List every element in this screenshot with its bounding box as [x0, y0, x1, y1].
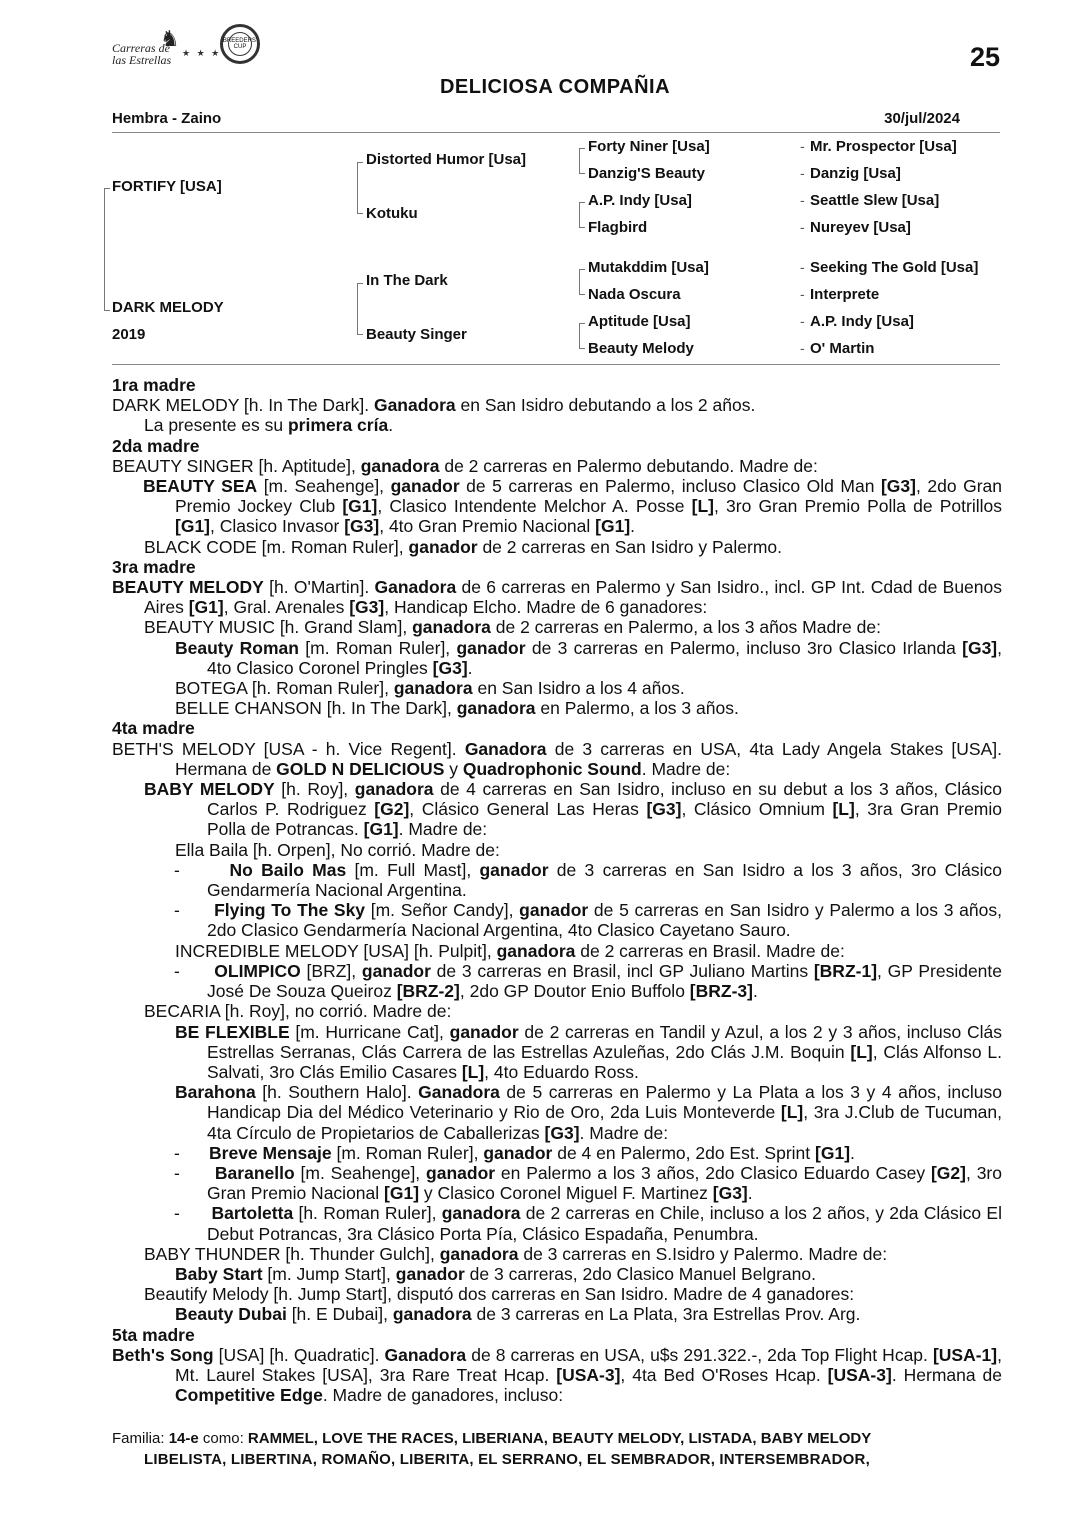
paragraph: BE FLEXIBLE [m. Hurricane Cat], ganador de 2 carreras en Tandil y Azul, a los 2 y 3 años, incluso Clás Estrellas Serranas, Clás Carrera de las Estrellas Azuleñas, 2do Clás J.M. Boquin [L], Clás Alfonso L. Salvati, 3ro Clás Emilio Casares [L], 4to Eduardo Ross.	[175, 1021, 1002, 1082]
paragraph: BELLE CHANSON [h. In The Dark], ganadora en Palermo, a los 3 años.	[175, 698, 739, 719]
familia-line-2: LIBELISTA, LIBERTINA, ROMAÑO, LIBERITA, EL SERRANO, EL SEMBRADOR, INTERSEMBRADOR,	[144, 1451, 870, 1468]
paragraph: BEAUTY SEA [m. Seahenge], ganador de 5 carreras en Palermo, incluso Clasico Old Man [G3], 2do Gran Premio Jockey Club [G1], Clasico Intendente Melchor A. Posse [L], 3ro Gran Premio Polla de Potrillos [G1], Clasico Invasor [G3], 4to Gran Premio Nacional [G1].	[143, 476, 1002, 537]
paragraph: La presente es su primera cría.	[144, 415, 394, 436]
logo-text: Carreras de las Estrellas	[112, 41, 172, 67]
paragraph: - OLIMPICO [BRZ], ganador de 3 carreras en Brasil, incl GP Juliano Martins [BRZ-1], GP Presidente José De Souza Queiroz [BRZ-2], 2do GP Doutor Enio Buffolo [BRZ-3].	[174, 960, 1003, 1002]
breeders-cup-seal-icon: BREEDERS' CUP	[220, 24, 260, 64]
page-title: DELICIOSA COMPAÑIA	[439, 76, 671, 98]
paragraph: BEAUTY MELODY [h. O'Martin]. Ganadora de 6 carreras en Palermo y San Isidro., incl. GP Int. Cdad de Buenos Aires [G1], Gral. Arenales [G3], Handicap Elcho. Madre de 6 ganadores:	[112, 577, 1003, 618]
paragraph: - Breve Mensaje [m. Roman Ruler], ganador de 4 en Palermo, 2do Est. Sprint [G1].	[174, 1142, 855, 1163]
paragraph: Beauty Roman [m. Roman Ruler], ganador de 3 carreras en Palermo, incluso 3ro Clasico Irlanda [G3], 4to Clasico Coronel Pringles [G3].	[175, 637, 1002, 678]
horse-logo-icon: ♞	[160, 26, 180, 51]
pedigree-bracket-dam	[357, 283, 363, 335]
pedigree-divider	[112, 364, 1000, 365]
pedigree-gen4-3: Seattle Slew [Usa]	[810, 192, 940, 209]
pedigree-gen3-6: Nada Oscura	[588, 286, 681, 303]
section-4ta-madre: 4ta madre	[112, 718, 195, 739]
pedigree-gen3-3: A.P. Indy [Usa]	[588, 192, 692, 209]
paragraph: Beauty Dubai [h. E Dubai], ganadora de 3 carreras en La Plata, 3ra Estrellas Prov. Arg.	[175, 1304, 861, 1325]
pedigree-dam-dam: Beauty Singer	[366, 326, 467, 343]
paragraph: - Baranello [m. Seahenge], ganador en Palermo a los 3 años, 2do Clasico Eduardo Casey [G2], 3ro Gran Premio Nacional [G1] y Clasico Coronel Miguel F. Martinez [G3].	[174, 1162, 1002, 1204]
pedigree-dash-7: -	[800, 313, 805, 329]
pedigree-gen3-7: Aptitude [Usa]	[588, 313, 691, 330]
pedigree-dash-5: -	[800, 259, 805, 275]
pedigree-gen3-2: Danzig'S Beauty	[588, 165, 705, 182]
pedigree-dash-8: -	[800, 340, 805, 356]
paragraph: Baby Start [m. Jump Start], ganador de 3 carreras, 2do Clasico Manuel Belgrano.	[175, 1263, 816, 1284]
pedigree-gen4-2: Danzig [Usa]	[810, 165, 901, 182]
pedigree-gen4-6: Interprete	[810, 286, 880, 303]
logo	[112, 24, 258, 76]
pedigree-bracket-g3c	[579, 269, 585, 295]
paragraph: BABY THUNDER [h. Thunder Gulch], ganadora de 3 carreras en S.Isidro y Palermo. Madre de:	[144, 1243, 888, 1264]
paragraph: DARK MELODY [h. In The Dark]. Ganadora en San Isidro debutando a los 2 años.	[112, 395, 756, 416]
pedigree-gen4-4: Nureyev [Usa]	[810, 219, 911, 236]
produce-record	[112, 375, 1002, 1405]
page-number: 25	[969, 42, 1000, 72]
pedigree-dam-year: 2019	[112, 326, 146, 343]
paragraph: BECARIA [h. Roy], no corrió. Madre de:	[144, 1001, 452, 1022]
paragraph: Beautify Melody [h. Jump Start], disputó dos carreras en San Isidro. Madre de 4 ganadores:	[144, 1284, 855, 1305]
pedigree-gen4-1: Mr. Prospector [Usa]	[810, 138, 957, 155]
paragraph: - Bartoletta [h. Roman Ruler], ganadora de 2 carreras en Chile, incluso a los 2 años, y 2da Clásico El Debut Potrancas, 3ra Clásico Porta Pía, Clásico Espadaña, Penumbra.	[174, 1203, 1002, 1244]
paragraph: BABY MELODY [h. Roy], ganadora de 4 carreras en San Isidro, incluso en su debut a los 3 años, Clásico Carlos P. Rodriguez [G2], Clásico General Las Heras [G3], Clásico Omnium [L], 3ra Gran Premio Polla de Potrancas. [G1]. Madre de:	[144, 779, 1003, 840]
pedigree-sire-dam: Kotuku	[366, 205, 418, 222]
paragraph: BLACK CODE [m. Roman Ruler], ganador de 2 carreras en San Isidro y Palermo.	[144, 536, 783, 557]
familia-line-1: Familia: 14-e como: RAMMEL, LOVE THE RACES, LIBERIANA, BEAUTY MELODY, LISTADA, BABY MELODY	[112, 1430, 872, 1447]
paragraph: BEAUTY SINGER [h. Aptitude], ganadora de 2 carreras en Palermo debutando. Madre de:	[112, 455, 818, 476]
paragraph: Ella Baila [h. Orpen], No corrió. Madre de:	[175, 839, 500, 860]
section-3ra-madre: 3ra madre	[112, 556, 196, 577]
paragraph: Beth's Song [USA] [h. Quadratic]. Ganadora de 8 carreras en USA, u$s 291.322.-, 2da Top Flight Hcap. [USA-1], Mt. Laurel Stakes [USA], 3ra Rare Treat Hcap. [USA-3], 4ta Bed O'Roses Hcap. [USA-3]. Hermana de Competitive Edge. Madre de ganadores, incluso:	[112, 1344, 1002, 1406]
pedigree-gen4-7: A.P. Indy [Usa]	[810, 313, 914, 330]
paragraph: BOTEGA [h. Roman Ruler], ganadora en San Isidro a los 4 años.	[175, 678, 685, 699]
section-1ra-madre: 1ra madre	[112, 375, 196, 395]
pedigree-dash-4: -	[800, 219, 805, 235]
section-5ta-madre: 5ta madre	[112, 1324, 195, 1345]
paragraph: - Flying To The Sky [m. Señor Candy], ganador de 5 carreras en San Isidro y Palermo a los 3 años, 2do Clasico Gendarmería Nacional Argentina, 4to Clasico Cayetano Sauro.	[174, 900, 1002, 941]
pedigree-bracket-sire	[357, 162, 363, 214]
pedigree-dam: DARK MELODY	[112, 299, 224, 316]
paragraph: BEAUTY MUSIC [h. Grand Slam], ganadora de 2 carreras en Palermo, a los 3 años Madre de:	[144, 617, 881, 638]
pedigree-dash-3: -	[800, 192, 805, 208]
pedigree-gen4-5: Seeking The Gold [Usa]	[810, 259, 979, 276]
paragraph: Barahona [h. Southern Halo]. Ganadora de 5 carreras en Palermo y La Plata a los 3 y 4 años, incluso Handicap Dia del Médico Veterinario y Rio de Oro, 2da Luis Monteverde [L], 3ra J.Club de Tucuman, 4ta Círculo de Propietarios de Caballerizas [G3]. Madre de:	[175, 1082, 1002, 1143]
paragraph: INCREDIBLE MELODY [USA] [h. Pulpit], ganadora de 2 carreras en Brasil. Madre de:	[175, 940, 845, 961]
pedigree-bracket-g3a	[579, 148, 585, 174]
paragraph: - No Bailo Mas [m. Full Mast], ganador de 3 carreras en San Isidro a los 3 años, 3ro Clásico Gendarmería Nacional Argentina.	[174, 859, 1002, 901]
sex-color: Hembra - Zaino	[112, 110, 222, 127]
meta-row	[112, 110, 1000, 133]
pedigree-dash-6: -	[800, 286, 805, 302]
pedigree-gen3-4: Flagbird	[588, 219, 648, 236]
pedigree-dam-sire: In The Dark	[366, 272, 448, 289]
pedigree-dash-2: -	[800, 165, 805, 181]
pedigree-gen3-5: Mutakddim [Usa]	[588, 259, 709, 276]
section-2da-madre: 2da madre	[112, 435, 200, 456]
report-date: 30/jul/2024	[884, 110, 960, 127]
pedigree-gen4-8: O' Martin	[810, 340, 875, 357]
pedigree-gen3-1: Forty Niner [Usa]	[588, 138, 710, 155]
stars-icon: ★ ★ ★	[182, 48, 222, 58]
pedigree-bracket-g3d	[579, 323, 585, 349]
pedigree-bracket-gen1	[104, 188, 110, 311]
pedigree-bracket-g3b	[579, 202, 585, 228]
pedigree-sire-sire: Distorted Humor [Usa]	[366, 151, 527, 168]
paragraph: BETH'S MELODY [USA - h. Vice Regent]. Ganadora de 3 carreras en USA, 4ta Lady Angela Stakes [USA]. Hermana de GOLD N DELICIOUS y Quadrophonic Sound. Madre de:	[112, 738, 1002, 779]
familia	[112, 1428, 1002, 1470]
pedigree-gen3-8: Beauty Melody	[588, 340, 694, 357]
pedigree-sire: FORTIFY [USA]	[112, 178, 222, 195]
pedigree-dash-1: -	[800, 138, 805, 154]
